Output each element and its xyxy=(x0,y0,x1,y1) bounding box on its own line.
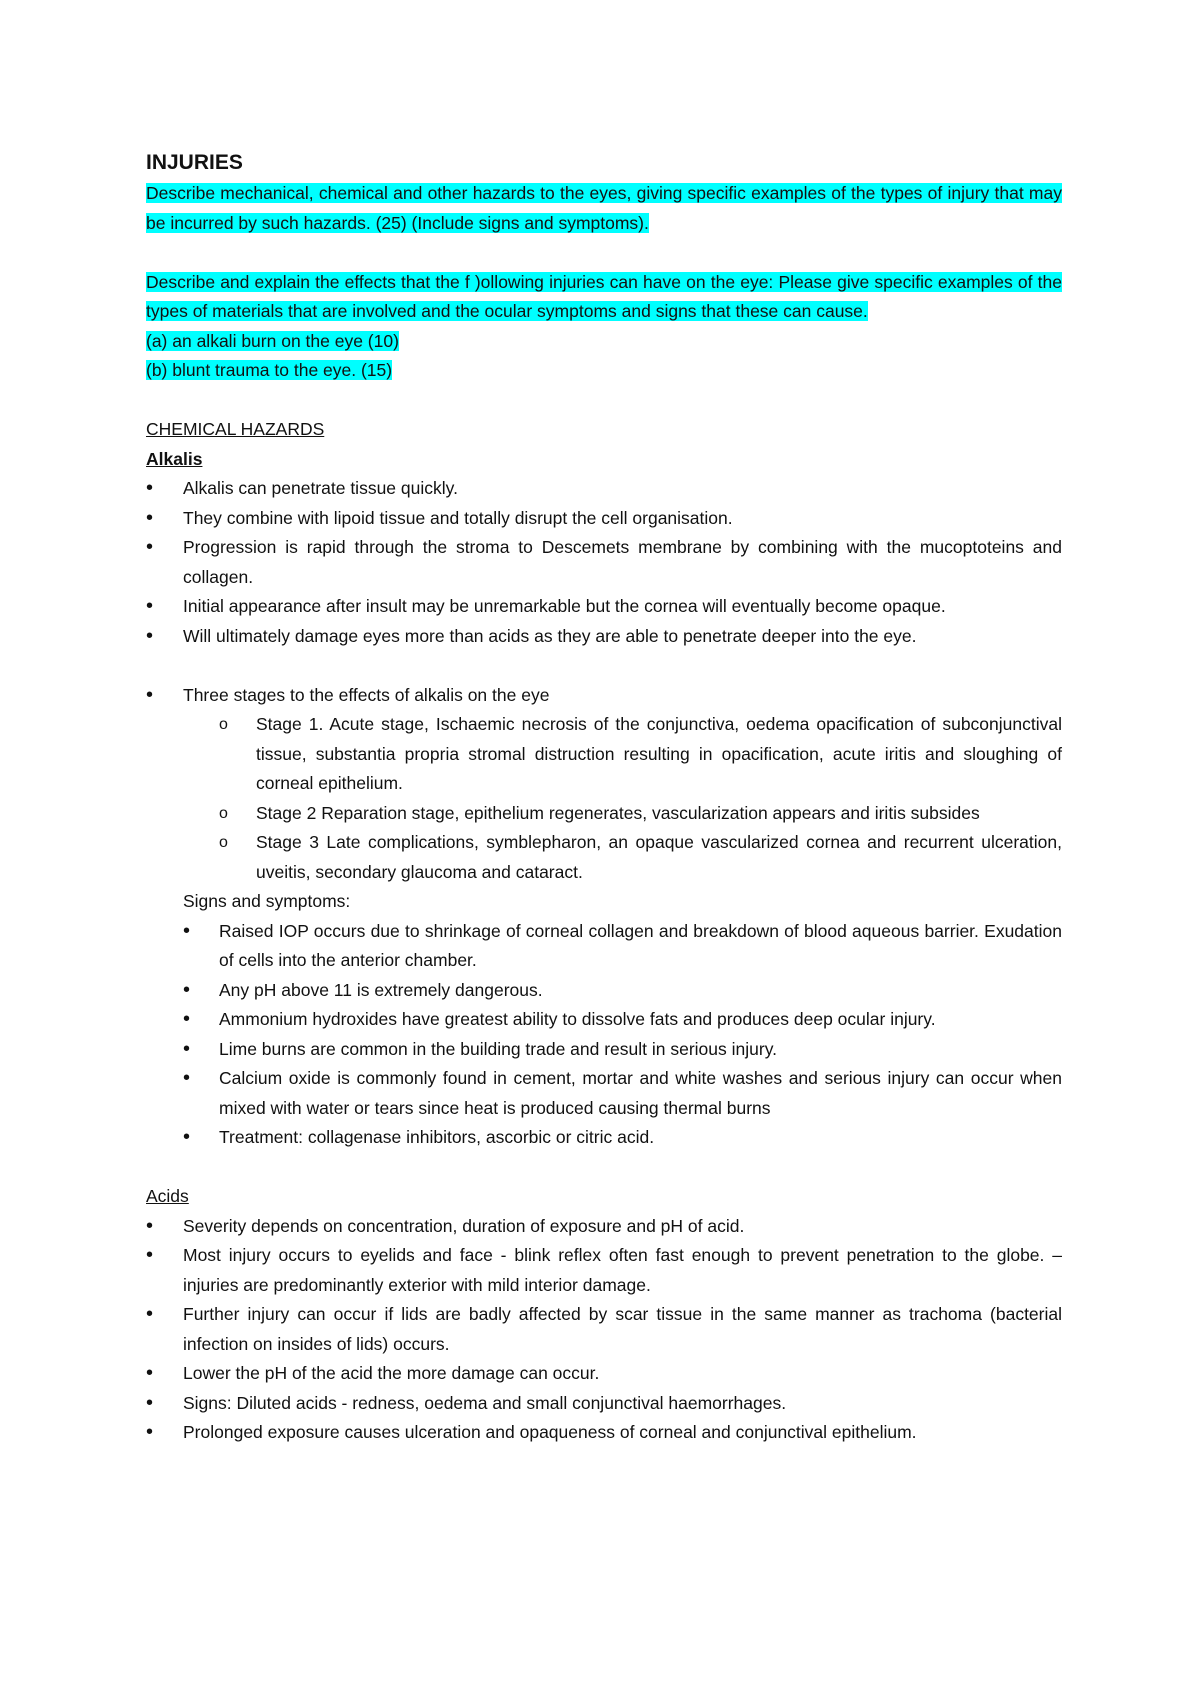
list-item: • Raised IOP occurs due to shrinkage of corneal collagen and breakdown of blood aqueous barrier. Exudation of cells into the anterior chamber. xyxy=(146,917,1062,976)
question-2-text: Describe and explain the effects that the f )ollowing injuries can have on the eye: Please give specific examples of the types of materials that are involved and the ocular symptoms and signs that these can cause. xyxy=(146,271,1062,321)
question-1-text: Describe mechanical, chemical and other hazards to the eyes, giving specific examples of the types of injury that may be incurred by such hazards. (25) (Include signs and symptoms). xyxy=(146,183,1062,233)
list-item: • Treatment: collagenase inhibitors, ascorbic or citric acid. xyxy=(146,1123,1062,1153)
alkalis-list xyxy=(146,474,1062,651)
list-item: • They combine with lipoid tissue and totally disrupt the cell organisation. xyxy=(146,504,1062,534)
list-item: • Ammonium hydroxides have greatest ability to dissolve fats and produces deep ocular injury. xyxy=(146,1005,1062,1035)
list-item: • Calcium oxide is commonly found in cement, mortar and white washes and serious injury can occur when mixed with water or tears since heat is produced causing thermal burns xyxy=(146,1064,1062,1123)
alkalis-stages-list xyxy=(146,681,1062,711)
spacer xyxy=(146,386,1062,416)
spacer xyxy=(146,651,1062,681)
list-item: • Progression is rapid through the stroma to Descemets membrane by combining with the mucoptoteins and collagen. xyxy=(146,533,1062,592)
question-2a-text: (a) an alkali burn on the eye (10) xyxy=(146,330,399,351)
exam-question-2 xyxy=(146,268,1062,327)
spacer xyxy=(146,238,1062,268)
stages-intro-text: Three stages to the effects of alkalis on the eye xyxy=(183,684,550,705)
list-item: • Severity depends on concentration, duration of exposure and pH of acid. xyxy=(146,1212,1062,1242)
signs-list xyxy=(146,917,1062,1153)
list-item: • Most injury occurs to eyelids and face - blink reflex often fast enough to prevent penetration to the globe. – injuries are predominantly exterior with mild interior damage. xyxy=(146,1241,1062,1300)
list-item: • Will ultimately damage eyes more than acids as they are able to penetrate deeper into the eye. xyxy=(146,622,1062,652)
acids-heading: Acids xyxy=(146,1186,189,1206)
list-item-stages-intro xyxy=(146,681,1062,711)
stage-item: o Stage 3 Late complications, symblepharon, an opaque vascularized cornea and recurrent ulceration, uveitis, secondary glaucoma and cataract. xyxy=(146,828,1062,887)
exam-question-2a xyxy=(146,327,1062,357)
stages-sublist xyxy=(146,710,1062,887)
list-item: • Initial appearance after insult may be unremarkable but the cornea will eventually become opaque. xyxy=(146,592,1062,622)
list-item: • Any pH above 11 is extremely dangerous. xyxy=(146,976,1062,1006)
alkalis-heading: Alkalis xyxy=(146,448,203,469)
document-content xyxy=(146,147,1062,1448)
exam-question-1 xyxy=(146,179,1062,238)
exam-question-2b xyxy=(146,356,1062,386)
acids-list xyxy=(146,1212,1062,1448)
list-item: • Signs: Diluted acids - redness, oedema and small conjunctival haemorrhages. xyxy=(146,1389,1062,1419)
page-title: INJURIES xyxy=(146,151,243,174)
list-item: • Lower the pH of the acid the more damage can occur. xyxy=(146,1359,1062,1389)
spacer xyxy=(146,1153,1062,1183)
list-item: • Alkalis can penetrate tissue quickly. xyxy=(146,474,1062,504)
question-2b-text: (b) blunt trauma to the eye. (15) xyxy=(146,360,393,380)
list-item: • Further injury can occur if lids are badly affected by scar tissue in the same manner as trachoma (bacterial infection on insides of lids) occurs. xyxy=(146,1300,1062,1359)
list-item: • Lime burns are common in the building trade and result in serious injury. xyxy=(146,1035,1062,1065)
chemical-hazards-heading: CHEMICAL HAZARDS xyxy=(146,419,325,439)
stage-item: o Stage 2 Reparation stage, epithelium regenerates, vascularization appears and iritis subsides xyxy=(146,799,1062,829)
list-item: • Prolonged exposure causes ulceration and opaqueness of corneal and conjunctival epithelium. xyxy=(146,1418,1062,1448)
stage-item: o Stage 1. Acute stage, Ischaemic necrosis of the conjunctiva, oedema opacification of subconjunctival tissue, substantia propria stromal distruction resulting in opacification, acute iritis and sloughing of corneal epithelium. xyxy=(146,710,1062,799)
signs-heading: Signs and symptoms: xyxy=(183,891,351,911)
